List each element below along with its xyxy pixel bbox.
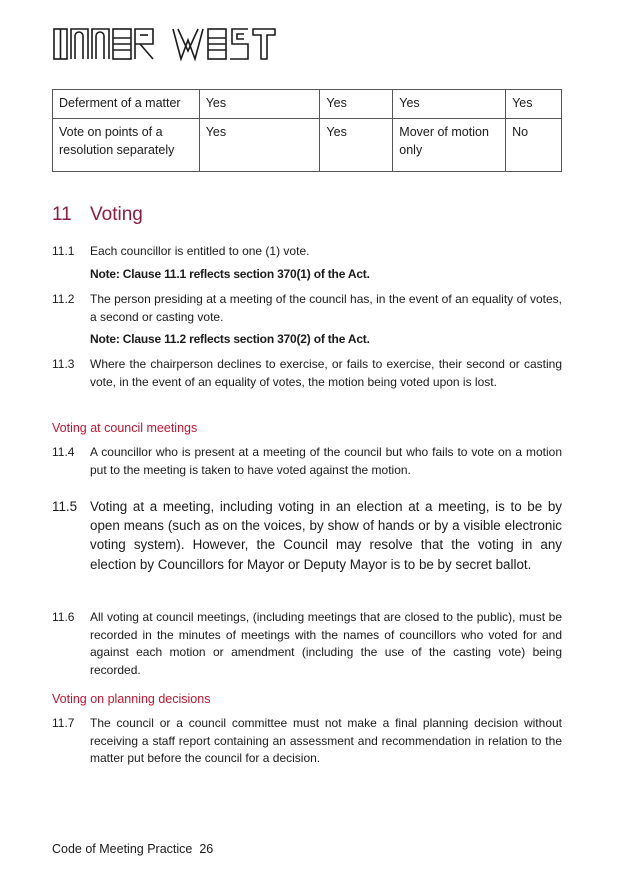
inner-west-logo [52,26,292,62]
clause-number: 11.3 [52,357,75,371]
clause-number: 11.2 [52,292,75,306]
table-cell: Yes [199,119,320,172]
logo-letter-e [113,29,131,59]
logo-letter-r [135,29,153,59]
table-cell: Vote on points of a resolution separately [53,119,200,172]
clause-number: 11.4 [52,445,75,459]
table-cell: Yes [199,90,320,119]
logo-letter-i [54,29,67,59]
clause-text: The council or a council committee must not make a final planning decision without receiving a staff report containing an assessment and recommendation in relation to the matter put before the council for a decision. [90,716,562,765]
clause-text: The person presiding at a meeting of the council has, in the event of an equality of votes, a second or casting vote. [90,292,562,324]
table-cell: Mover of motion only [393,119,506,172]
page-footer [52,842,213,856]
clause-11-6 [52,609,562,679]
table-cell: Deferment of a matter [53,90,200,119]
clause-number: 11.1 [52,244,75,258]
section-heading [52,204,143,226]
table-cell: Yes [393,90,506,119]
table-cell: No [506,119,562,172]
table-row [53,119,562,172]
table-cell: Yes [320,90,393,119]
clause-text: Voting at a meeting, including voting in an election at a meeting, is to be by open means (such as on the voices, by show of hands or by a visible electronic voting system). However, the Council may resolve that the voting in any election by Councillors for Mayor or Deputy Mayor is to be by secret ballot. [90,499,562,572]
section-number: 11 [52,204,72,225]
section-title: Voting [90,204,143,225]
logo-letter-w [173,29,203,59]
clause-text: Where the chairperson declines to exercise, or fails to exercise, their second or casting vote, in the event of an equality of votes, the motion being voted upon is lost. [90,357,562,389]
clause-11-1 [52,243,562,261]
logo-letter-t [253,29,275,59]
clause-text: All voting at council meetings, (including meetings that are closed to the public), must be recorded in the minutes of meetings with the names of councillors who voted for and against each motion or amendment (including the use of the casting vote) being recorded. [90,610,562,677]
subheading-council-meetings: Voting at council meetings [52,421,198,435]
clause-11-2 [52,291,562,326]
clause-note: Note: Clause 11.2 reflects section 370(2) of the Act. [90,332,370,346]
subheading-planning-decisions: Voting on planning decisions [52,692,211,706]
clause-number: 11.7 [52,716,75,730]
logo-letter-s [230,29,248,59]
clause-number: 11.5 [52,499,78,514]
clause-11-3 [52,356,562,391]
footer-label: Code of Meeting Practice [52,842,193,856]
clause-11-7 [52,715,562,768]
table-cell: Yes [506,90,562,119]
clause-note: Note: Clause 11.1 reflects section 370(1) of the Act. [90,267,370,281]
clause-11-4 [52,444,562,479]
clause-text: A councillor who is present at a meeting of the council but who fails to vote on a motion put to the meeting is taken to have voted against the motion. [90,445,562,477]
logo-letter-n [71,29,88,59]
clause-11-5 [52,497,562,574]
page-number: 26 [199,842,214,856]
logo-letter-n2 [92,29,109,59]
table-row [53,90,562,119]
table-cell: Yes [320,119,393,172]
logo-letter-e2 [208,29,226,59]
clause-number: 11.6 [52,610,75,624]
clause-text: Each councillor is entitled to one (1) vote. [90,244,310,258]
decision-table [52,89,562,172]
